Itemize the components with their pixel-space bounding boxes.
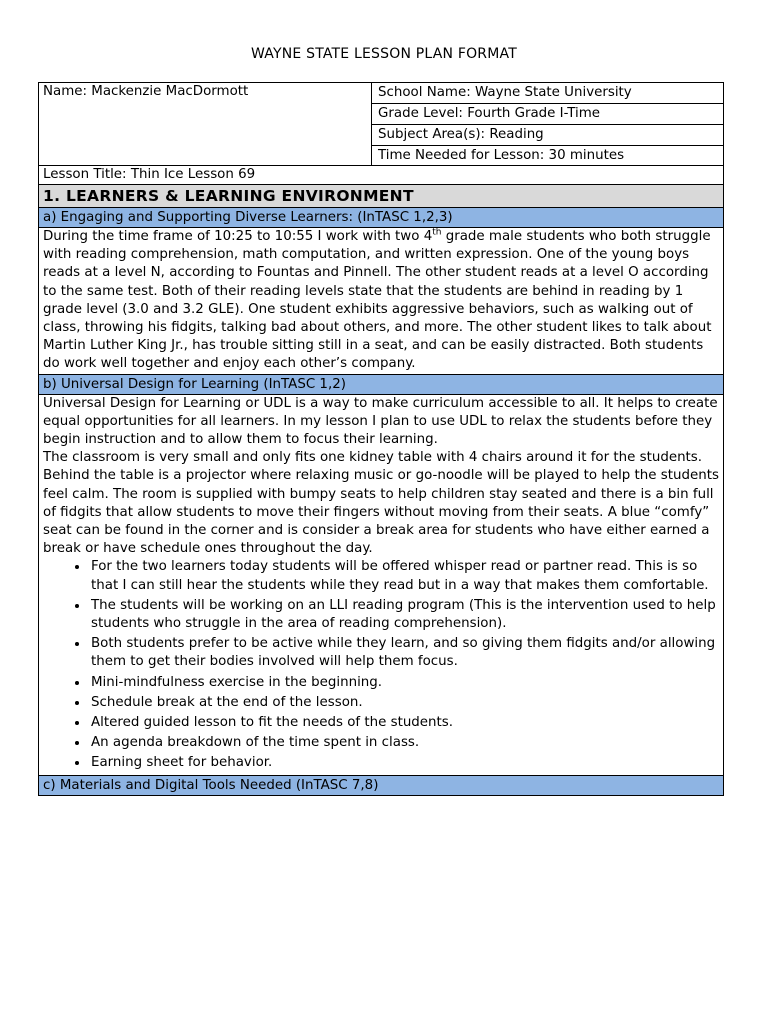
learners-text-start: During the time frame of 10:25 to 10:55 I work with two 4: [43, 229, 433, 244]
list-item: • Mini-mindfulness exercise in the beginning.: [89, 674, 719, 692]
list-item: • Altered guided lesson to fit the needs of the students.: [89, 714, 719, 732]
lesson-plan-table: [38, 82, 724, 796]
subsection-b-body: [39, 394, 724, 775]
school-info-cell: [372, 83, 724, 166]
learners-paragraph: [43, 228, 719, 374]
udl-bullet-list: [43, 558, 719, 772]
list-item: • Earning sheet for behavior.: [89, 754, 719, 772]
subsection-b-body-row: [39, 394, 724, 775]
list-item: • Schedule break at the end of the lesson.: [89, 694, 719, 712]
grade-level: Grade Level: Fourth Grade I-Time: [372, 104, 723, 125]
udl-paragraph: Universal Design for Learning or UDL is a way to make curriculum accessible to all. It helps to create equal opportunities for all learners. In my lesson I plan to use UDL to relax the students before they begin instruction and to allow them to focus their learning.: [43, 395, 718, 448]
list-item: • For the two learners today students will be offered whisper read or partner read. This is so that I can still hear the students while they read but in a way that makes them comfortable.: [89, 558, 719, 594]
subsection-a-body: [39, 228, 724, 375]
lesson-title: Lesson Title: Thin Ice Lesson 69: [39, 166, 724, 185]
subsection-a-heading: a) Engaging and Supporting Diverse Learners: (InTASC 1,2,3): [39, 208, 724, 228]
classroom-paragraph: The classroom is very small and only fits one kidney table with 4 chairs around it for the students. Behind the table is a projector where relaxing music or go-noodle will be played to help the students feel calm. The room is supplied with bumpy seats to help children stay seated and there is a bin full of fidgits that allow students to move their fingers without moving from their seats. A blue “comfy” seat can be found in the corner and is consider a break area for students who have either earned a break or have schedule ones throughout the day.: [43, 450, 719, 557]
list-item: • Both students prefer to be active while they learn, and so giving them fidgits and/or allowing them to get their bodies involved will help them focus.: [89, 635, 719, 671]
subsection-b-row: [39, 374, 724, 394]
time-needed: Time Needed for Lesson: 30 minutes: [378, 148, 625, 163]
header-row: [39, 83, 724, 166]
subsection-a-body-row: [39, 228, 724, 375]
subject-area: Subject Area(s): Reading: [372, 125, 723, 146]
section-1-heading: 1. LEARNERS & LEARNING ENVIRONMENT: [39, 185, 724, 208]
learners-text-end: grade male students who both struggle with reading comprehension, math computation, and written expression. One of the young boys reads at a level N, according to Fountas and Pinnell. The other student reads at a level O according to the same test. Both of their reading levels state that the students are behind in reading by 1 grade level (3.0 and 3.2 GLE). One student exhibits aggressive behaviors, such as walking out of class, throwing his fidgits, talking bad about others, and more. The other student likes to talk about Martin Luther King Jr., has trouble sitting still in a seat, and can be easily distracted. Both students do work well together and enjoy each other’s company.: [43, 229, 712, 372]
name-cell: [39, 83, 372, 166]
ordinal-suffix: th: [432, 227, 442, 238]
teacher-name: Name: Mackenzie MacDormott: [43, 84, 249, 99]
lesson-title-row: [39, 166, 724, 185]
list-item: • An agenda breakdown of the time spent in class.: [89, 734, 719, 752]
subsection-b-heading: b) Universal Design for Learning (InTASC 1,2): [39, 374, 724, 394]
section-1-row: [39, 185, 724, 208]
subsection-c-row: [39, 775, 724, 795]
document-title: WAYNE STATE LESSON PLAN FORMAT: [251, 46, 517, 62]
subsection-c-heading: c) Materials and Digital Tools Needed (InTASC 7,8): [39, 775, 724, 795]
list-item: • The students will be working on an LLI reading program (This is the intervention used to help students who struggle in the area of reading comprehension).: [89, 597, 719, 633]
subsection-a-row: [39, 208, 724, 228]
school-name: School Name: Wayne State University: [372, 83, 723, 104]
